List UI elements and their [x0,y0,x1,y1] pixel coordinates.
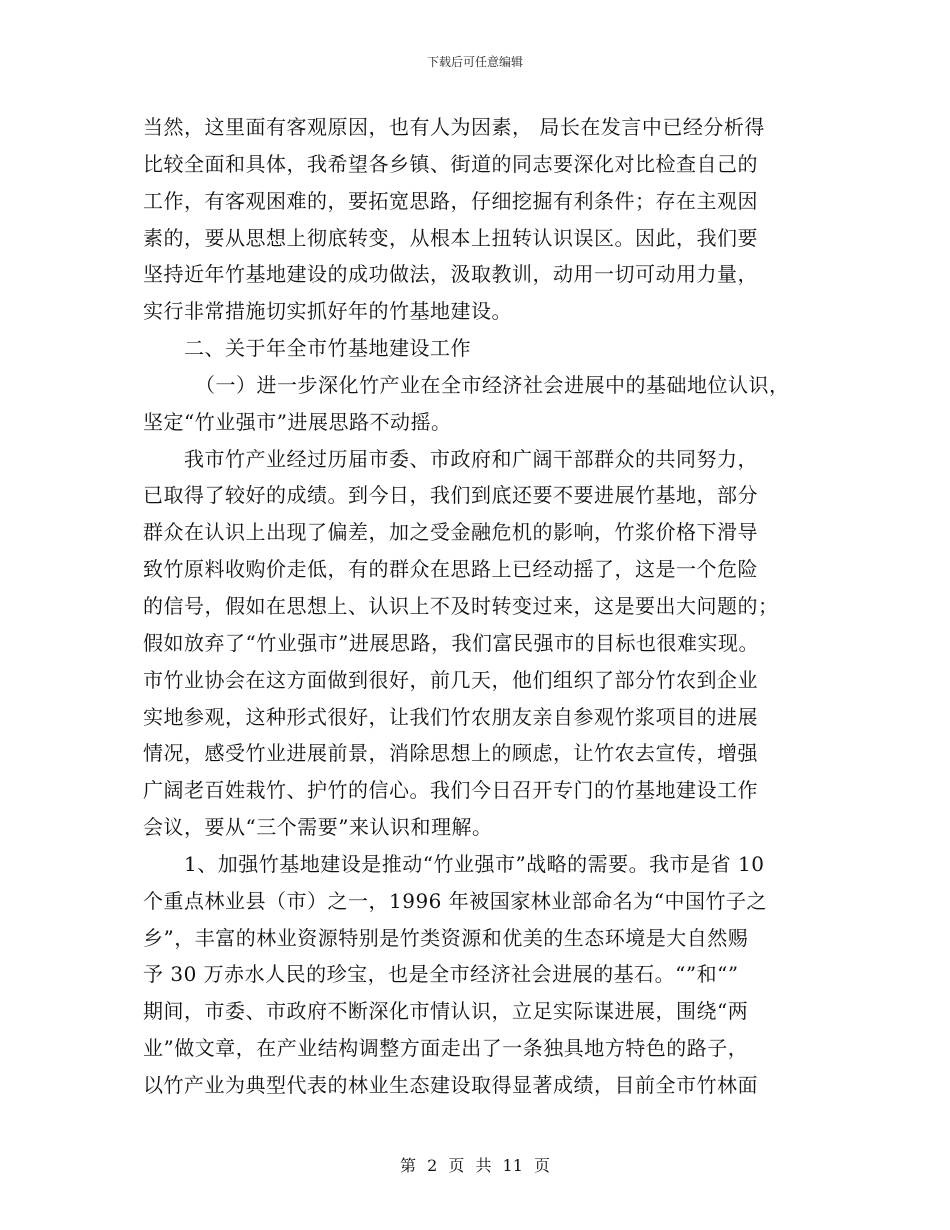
text-line: 已取得了较好的成绩。到今日，我们到底还要不要进展竹基地，部分 [143,483,758,508]
text-line: 以竹产业为典型代表的林业生态建设取得显著成绩，目前全市竹林面 [143,1072,758,1097]
text-line: 我市竹产业经过历届市委、市政府和广阔干部群众的共同努力， [184,446,758,471]
text-line: 予 30 万赤水人民的珍宝，也是全市经济社会进展的基石。“”和“” [143,962,739,987]
text-line: 群众在认识上出现了偏差，加之受金融危机的影响，竹浆价格下滑导 [143,520,758,545]
subsection-heading: （一）进一步深化竹产业在全市经济社会进展中的基础地位认识， [195,372,790,397]
text-line: 的信号，假如在思想上、认识上不及时转变过来，这是要出大问题的； [143,593,779,618]
text-line: 期间，市委、市政府不断深化市情认识，立足实际谋进展，围绕“两 [143,999,749,1024]
text-line: 工作，有客观困难的，要拓宽思路，仔细挖掘有利条件；存在主观因 [143,188,758,213]
text-line: 当然，这里面有客观原因，也有人为因素， 局长在发言中已经分析得 [143,115,765,139]
text-line: 情况，感受竹业进展前景，消除思想上的顾虑，让竹农去宣传，增强 [143,741,758,766]
section-heading: 二、关于年全市竹基地建设工作 [184,336,471,361]
text-line: 坚定“竹业强市”进展思路不动摇。 [143,409,452,434]
text-line: 乡”，丰富的林业资源特别是竹类资源和优美的生态环境是大自然赐 [143,925,749,950]
text-line: 实地参观，这种形式很好，让我们竹农朋友亲自参观竹浆项目的进展 [143,704,758,729]
text-line: 个重点林业县（市）之一，1996 年被国家林业部命名为“中国竹子之 [143,888,767,913]
text-line: 实行非常措施切实抓好年的竹基地建设。 [143,299,512,324]
page-footer: 第 2 页 共 11 页 [400,1156,550,1175]
document-body [143,109,813,1104]
text-line: 1、加强竹基地建设是推动“竹业强市”战略的需要。我市是省 10 [184,851,765,876]
text-line: 素的，要从思想上彻底转变，从根本上扭转认识误区。因此，我们要 [143,225,758,250]
text-line: 坚持近年竹基地建设的成功做法，汲取教训，动用一切可动用力量， [143,262,758,287]
page-header: 下载后可任意编辑 [426,55,523,69]
text-line: 市竹业协会在这方面做到很好，前几天，他们组织了部分竹农到企业 [143,667,758,692]
text-line: 广阔老百姓栽竹、护竹的信心。我们今日召开专门的竹基地建设工作 [143,778,758,803]
text-line: 致竹原料收购价走低，有的群众在思路上已经动摇了，这是一个危险 [143,557,758,582]
text-line: 业”做文章，在产业结构调整方面走出了一条独具地方特色的路子， [143,1036,749,1061]
text-line: 比较全面和具体，我希望各乡镇、街道的同志要深化对比检查自己的 [143,151,758,176]
text-line: 会议，要从“三个需要”来认识和理解。 [143,815,493,840]
text-line: 假如放弃了“竹业强市”进展思路，我们富民强市的目标也很难实现。 [143,630,759,655]
